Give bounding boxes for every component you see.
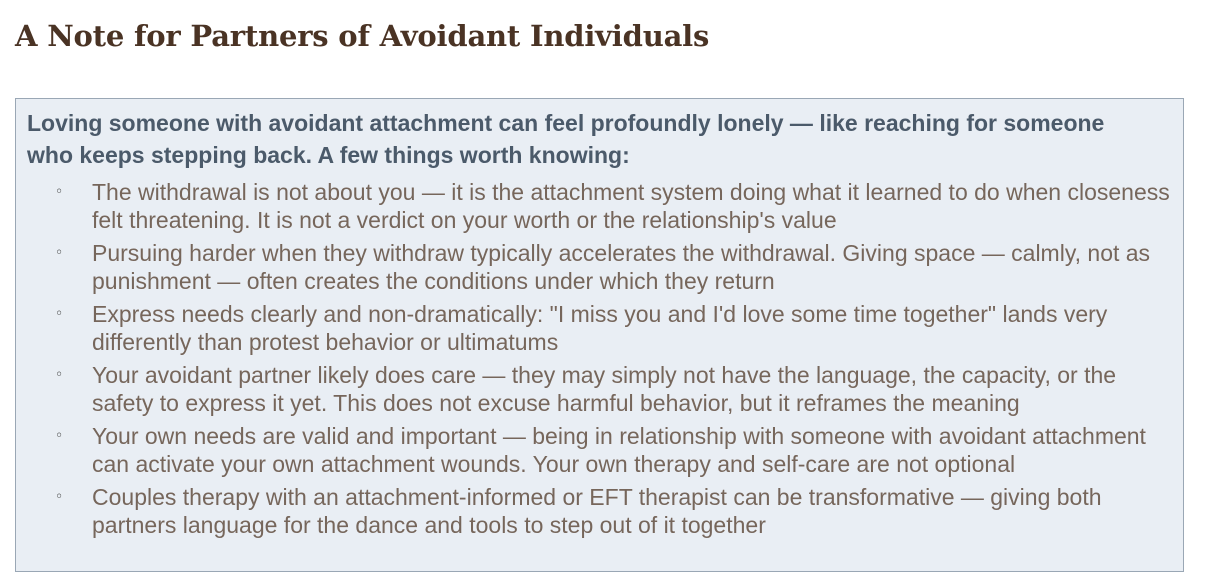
page-title: A Note for Partners of Avoidant Individuals (15, 19, 710, 53)
list-item-text: Pursuing harder when they withdraw typically accelerates the withdrawal. Giving space — calmly, not as punishment — often creates the conditions under which they return (92, 240, 1151, 294)
list-item (16, 423, 1176, 478)
list-item-text: Your own needs are valid and important — being in relationship with someone with avoidant attachment can activate your own attachment wounds. Your own therapy and self-care are not optional (92, 423, 1146, 477)
list-item-text: Couples therapy with an attachment-informed or EFT therapist can be transformative — giving both partners language for the dance and tools to step out of it together (92, 484, 1102, 538)
bullet-icon: ◦ (55, 489, 64, 505)
bullet-icon: ◦ (55, 306, 64, 322)
bullet-icon: ◦ (55, 428, 64, 444)
bullet-icon: ◦ (55, 367, 64, 383)
list-item (16, 484, 1176, 539)
list-item (16, 301, 1176, 356)
note-intro: Loving someone with avoidant attachment can feel profoundly lonely — like reaching for someone who keeps stepping back. A few things worth knowing: (27, 110, 1105, 168)
bullet-icon: ◦ (55, 245, 64, 261)
partner-note-box (15, 98, 1184, 572)
list-item (16, 179, 1176, 234)
list-item-text: Your avoidant partner likely does care — they may simply not have the language, the capacity, or the safety to express it yet. This does not excuse harmful behavior, but it reframes the meaning (92, 362, 1117, 416)
list-item (16, 362, 1176, 417)
list-item (16, 240, 1176, 295)
list-item-text: Express needs clearly and non-dramatically: "I miss you and I'd love some time together" lands very differently than protest behavior or ultimatums (92, 301, 1108, 355)
list-item-text: The withdrawal is not about you — it is the attachment system doing what it learned to do when closeness felt threatening. It is not a verdict on your worth or the relationship's value (92, 179, 1170, 233)
bullet-icon: ◦ (55, 184, 64, 200)
tips-list (16, 179, 1176, 545)
